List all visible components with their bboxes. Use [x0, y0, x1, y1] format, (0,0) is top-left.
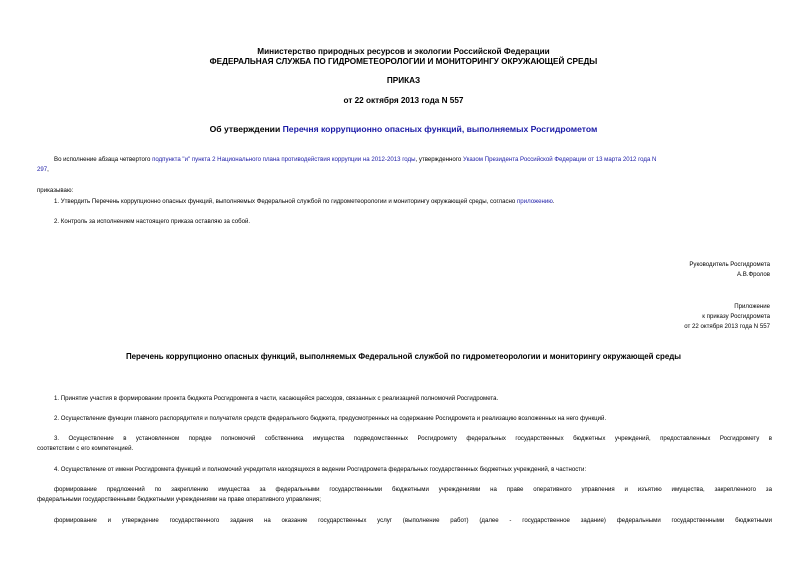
preamble-line-2 — [37, 165, 49, 175]
list-title: Перечень коррупционно опасных функций, выполняемых Федеральной службой по гидрометеорологии и мониторингу окружающей среды — [125, 352, 682, 361]
function-item-3-line-1: 3. Осуществление в установленном порядке полномочий собственника имущества подведомственных Росгидромету федеральных государственных бюджетных учреждений, предоставленных Росгидромету в — [54, 435, 772, 442]
preamble-text-2: , утвержденного — [415, 156, 463, 163]
function-item-4b-line-1: формирование и утверждение государственного задания на оказание государственных услуг (выполнение работ) (далее - государственное задание) федеральными государственными бюджетными — [54, 517, 772, 524]
order-item-1 — [54, 197, 555, 207]
appendix-link[interactable]: приложению — [517, 198, 553, 205]
doc-subject-prefix: Об утверждении — [209, 124, 283, 134]
signature-name: А.В.Фролов — [736, 271, 770, 278]
order-item-2: 2. Контроль за исполнением настоящего приказа оставляю за собой. — [54, 218, 251, 225]
presidential-decree-link-number[interactable]: 297 — [37, 166, 48, 173]
appendix-ref-line-3: от 22 октября 2013 года N 557 — [684, 323, 770, 330]
doc-date-number: от 22 октября 2013 года N 557 — [343, 96, 464, 105]
doc-subject — [0, 124, 807, 134]
function-item-2: 2. Осуществление функции главного распорядителя и получателя средств федерального бюджета, предусмотренных на содержание Росгидромета и реализацию возложенных на него функций. — [54, 415, 607, 422]
function-item-4: 4. Осуществление от имени Росгидромета функций и полномочий учредителя находящихся в ведении Росгидромета федеральных государственных бюджетных учреждений, в частности: — [54, 466, 587, 473]
function-item-4a-line-1: формирование предложений по закреплению имущества за федеральными государственными бюджетными учреждениями на праве оперативного управления и изъятию имущества, закрепленного за — [54, 486, 772, 493]
presidential-decree-link[interactable]: Указом Президента Российской Федерации от 13 марта 2012 года N — [462, 156, 657, 163]
preamble-text-3: , — [47, 166, 49, 173]
doc-subject-link[interactable]: Перечня коррупционно опасных функций, выполняемых Росгидрометом — [282, 124, 598, 134]
service-heading: ФЕДЕРАЛЬНАЯ СЛУЖБА ПО ГИДРОМЕТЕОРОЛОГИИ И МОНИТОРИНГУ ОКРУЖАЮЩЕЙ СРЕДЫ — [209, 57, 598, 66]
ministry-heading: Министерство природных ресурсов и экологии Российской Федерации — [257, 47, 550, 56]
preamble-text-1: Во исполнение абзаца четвертого — [54, 156, 153, 163]
appendix-ref-line-2: к приказу Росгидромета — [702, 313, 770, 320]
order-item-1-text: 1. Утвердить Перечень коррупционно опасных функций, выполняемых Федеральной службой по гидрометеорологии и мониторингу окружающей среды, согласно — [54, 198, 517, 205]
doc-type-heading: ПРИКАЗ — [386, 76, 421, 85]
function-item-3-line-2: соответствии с его компетенцией. — [37, 445, 134, 452]
appendix-ref-line-1: Приложение — [734, 303, 770, 310]
function-item-1: 1. Принятие участия в формировании проекта бюджета Росгидромета в части, касающейся расходов, связанных с реализацией полномочий Росгидромета. — [54, 395, 499, 402]
preamble-line-1 — [54, 155, 772, 165]
order-item-1-end: . — [552, 198, 555, 205]
function-item-4a-line-2: федеральными государственными бюджетными учреждениями на праве оперативного управления; — [37, 496, 321, 503]
order-word: приказываю: — [37, 187, 74, 194]
signature-position: Руководитель Росгидромета — [689, 261, 770, 268]
national-plan-link[interactable]: подпункта "и" пункта 2 Национального плана противодействия коррупции на 2012-2013 годы — [152, 156, 416, 163]
